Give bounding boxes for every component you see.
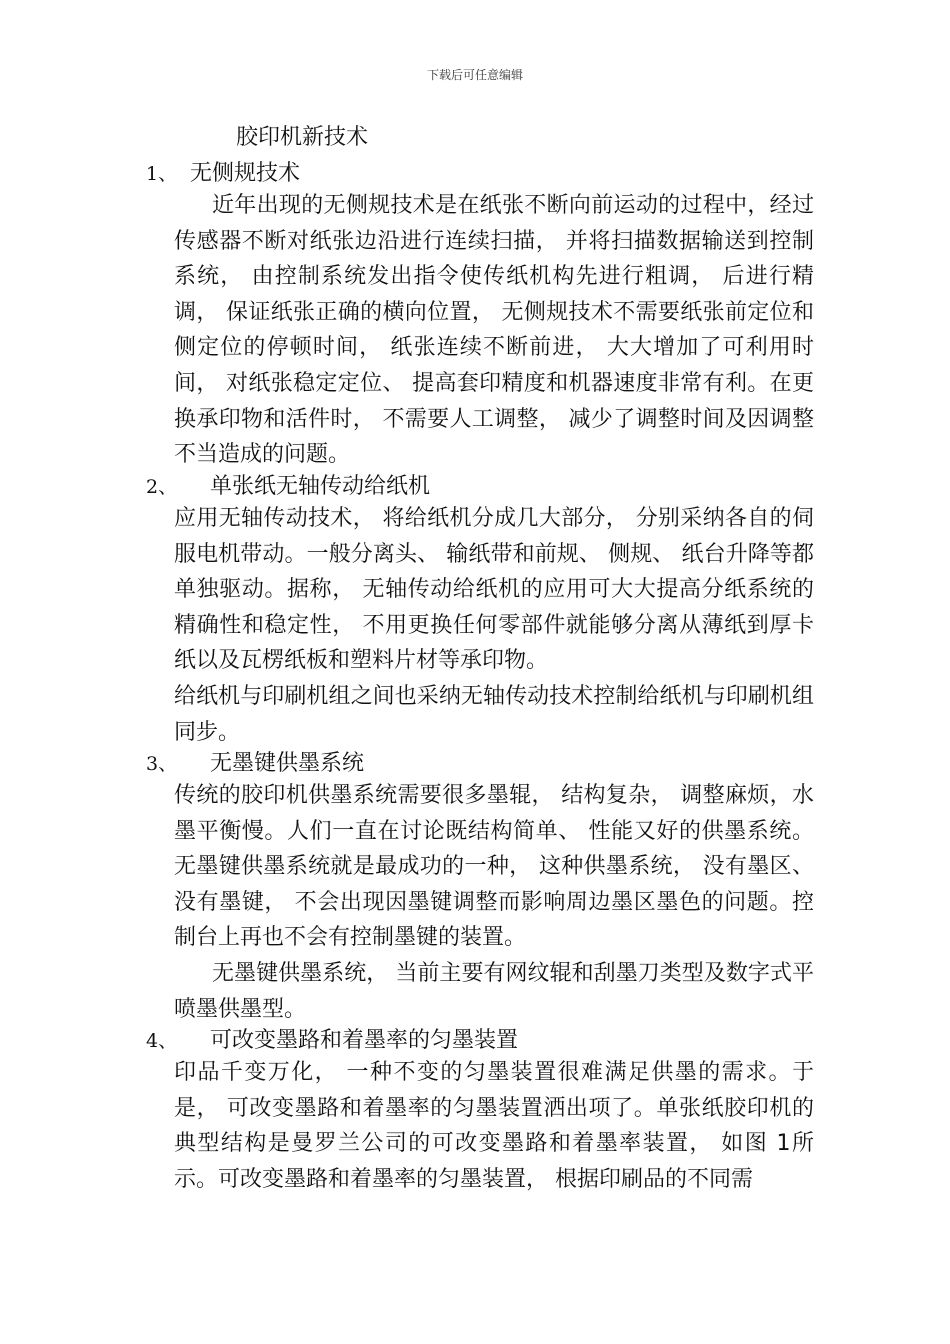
section-number: 3、 (146, 753, 178, 775)
header-note: 下载后可任意编辑 (426, 68, 523, 82)
paragraph: 给纸机与印刷机组之间也采纳无轴传动技术控制给纸机与印刷机组同步。 (174, 684, 814, 745)
section-heading-1 (146, 160, 301, 188)
paragraph: 无墨键供墨系统， 当前主要有网纹辊和刮墨刀类型及数字式平喷墨供墨型。 (174, 961, 814, 1022)
section-number: 2、 (146, 476, 178, 498)
paragraph: 近年出现的无侧规技术是在纸张不断向前运动的过程中，经过传感器不断对纸张边沿进行连续扫描， 并将扫描数据输送到控制系统， 由控制系统发出指令使传纸机构先进行粗调， 后进行精调， 保证纸张正确的横向位置， 无侧规技术不需要纸张前定位和侧定位的停顿时间， 纸张连续不断前进， 大大增加了可利用时间， 对纸张稳定定位、 提高套印精度和机器速度非常有利。在更换承印物和活件时， 不需要人工调整， 减少了调整时间及因调整不当造成的问题。 (174, 193, 814, 468)
paragraph: 印品千变万化， 一种不变的匀墨装置很难满足供墨的需求。于是， 可改变墨路和着墨率的匀墨装置洒出项了。单张纸胶印机的典型结构是曼罗兰公司的可改变墨路和着墨率装置， 如图 1所示。可改变墨路和着墨率的匀墨装置， 根据印刷品的不同需 (174, 1060, 814, 1192)
section-number: 4、 (146, 1030, 178, 1052)
section-title: 单张纸无轴传动给纸机 (210, 474, 431, 499)
section-title: 无墨键供墨系统 (210, 751, 365, 776)
section-title: 无侧规技术 (190, 161, 301, 186)
section-title: 可改变墨路和着墨率的匀墨装置 (210, 1028, 519, 1053)
section-heading-2 (146, 473, 431, 501)
section-heading-3 (146, 750, 365, 778)
paragraph: 传统的胶印机供墨系统需要很多墨辊， 结构复杂， 调整麻烦，水墨平衡慢。人们一直在讨论既结构简单、 性能又好的供墨系统。无墨键供墨系统就是最成功的一种， 这种供墨系统， 没有墨区、 没有墨键， 不会出现因墨键调整而影响周边墨区墨色的问题。控制台上再也不会有控制墨键的装置。 (174, 783, 814, 951)
paragraph: 应用无轴传动技术， 将给纸机分成几大部分， 分别采纳各自的伺服电机带动。一般分离头、 输纸带和前规、 侧规、 纸台升降等都单独驱动。据称， 无轴传动给纸机的应用可大大提高分纸系统的精确性和稳定性， 不用更换任何零部件就能够分离从薄纸到厚卡纸以及瓦楞纸板和塑料片材等承印物。 (174, 506, 814, 674)
document-title: 胶印机新技术 (236, 125, 369, 150)
section-heading-4 (146, 1027, 519, 1055)
section-number: 1、 (146, 163, 178, 185)
